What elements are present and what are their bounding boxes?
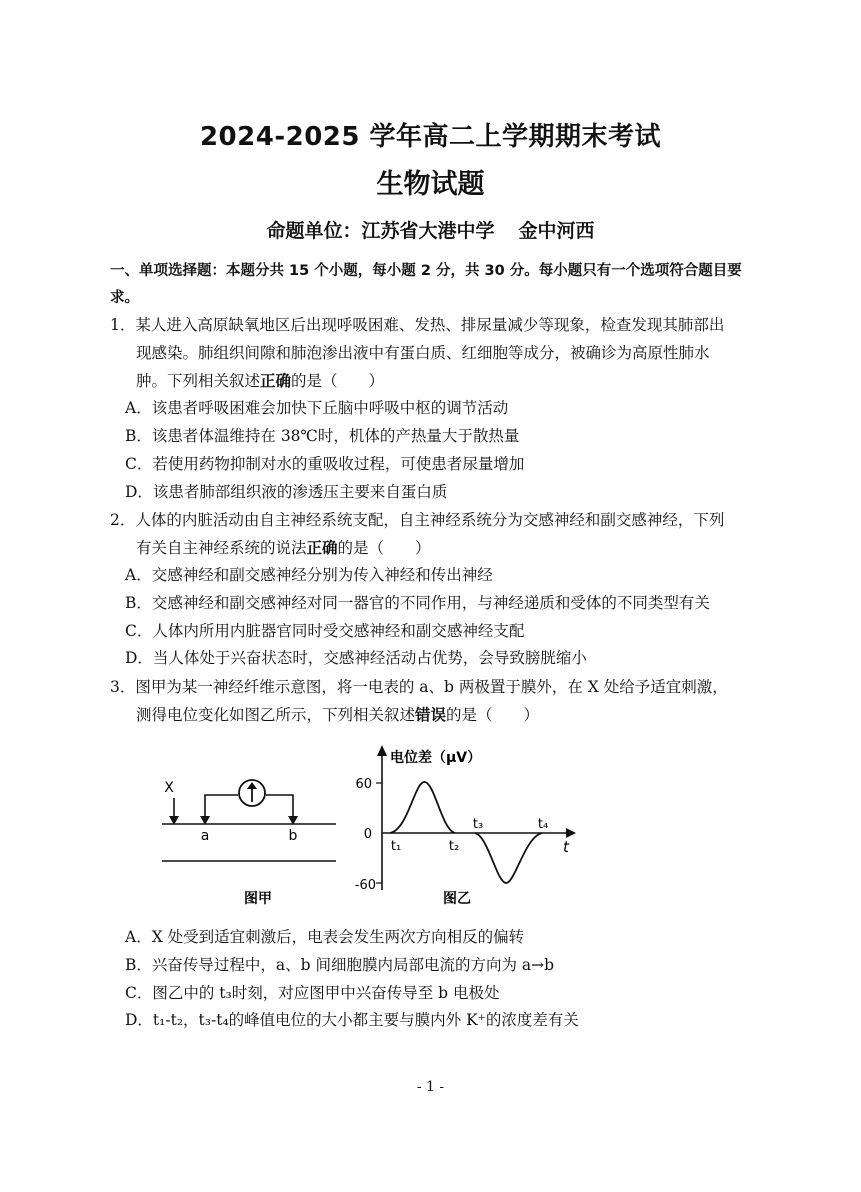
author-units [0,216,861,243]
q1-stem-text: 肿。下列相关叙述 [136,372,261,390]
q1-option-b: B．该患者体温维持在 38℃时，机体的产热量大于散热量 [125,427,520,445]
q3-option-a: A．X 处受到适宜刺激后，电表会发生两次方向相反的偏转 [125,928,525,946]
subject-title: 生物试题 [376,169,485,200]
q2-emphasis: 正确 [306,539,338,557]
yi-y-arrowhead [377,745,387,756]
yi-t-axis-label: t [563,838,569,856]
q3-stem-line1: 3．图甲为某一神经纤维示意图，将一电表的 a、b 两极置于膜外，在 X 处给予适宜刺激， [110,678,728,696]
yi-caption: 图乙 [443,891,471,907]
q1-stem-line3 [136,369,384,391]
q2-option-a: A．交感神经和副交感神经分别为传入神经和传出神经 [125,566,493,584]
unit-2: 金中河西 [518,220,595,242]
yi-x-arrowhead [566,828,576,838]
yi-t2-label: t₂ [448,839,460,854]
q1-option-c: C．若使用药物抑制对水的重吸收过程，可使患者尿量增加 [125,455,525,473]
q1-option-a: A．该患者呼吸困难会加快下丘脑中呼吸中枢的调节活动 [125,399,509,417]
yi-tick-neg60-label: -60 [354,878,376,893]
potential-curve-negative [475,833,542,883]
yi-tick-60-label: 60 [355,777,372,792]
q3-stem-line2 [136,703,539,725]
yi-y-label: 电位差（μV） [390,750,482,766]
q2-option-c: C．人体内所用内脏器官同时受交感神经和副交感神经支配 [125,622,525,640]
q2-stem-text: 有关自主神经系统的说法 [136,539,307,557]
q3-emphasis: 错误 [415,706,447,724]
jia-x-label: X [164,780,174,796]
jia-a-label: a [200,828,210,844]
exam-title: 2024-2025 学年高二上学期期末考试 [199,122,662,152]
q3-figures [150,740,590,910]
q3-option-c: C．图乙中的 t₃时刻，对应图甲中兴奋传导至 b 电极处 [125,984,500,1002]
q3-option-d: D．t₁-t₂，t₃-t₄的峰值电位的大小都主要与膜内外 K⁺的浓度差有关 [125,1011,579,1029]
figure-jia [162,780,336,907]
jia-caption: 图甲 [244,891,272,907]
q1-stem-line1: 1．某人进入高原缺氧地区后出现呼吸困难、发热、排尿量减少等现象，检查发现其肺部出 [110,316,725,334]
q3-stem-text: 测得电位变化如图乙所示，下列相关叙述 [136,706,416,724]
q1-emphasis: 正确 [260,372,292,390]
q2-stem-tail: 的是（ ） [337,539,431,557]
yi-tick-0-label: 0 [363,827,372,842]
q2-option-d: D．当人体处于兴奋状态时，交感神经活动占优势，会导致膀胱缩小 [125,649,587,667]
electrode-wire-a [205,795,238,820]
jia-b-label: b [288,828,298,844]
figure-yi [355,745,576,907]
yi-t1-label: t₁ [390,839,402,854]
q2-stem-line2 [136,536,431,558]
potential-curve-positive [390,782,455,833]
q3-stem-tail: 的是（ ） [446,706,540,724]
unit-1: 命题单位：江苏省大港中学 [266,220,495,242]
q2-stem-line1: 2．人体的内脏活动由自主神经系统支配，自主神经系统分为交感神经和副交感神经，下列 [110,511,725,529]
q2-option-b: B．交感神经和副交感神经对同一器官的不同作用，与神经递质和受体的不同类型有关 [125,594,710,612]
q1-stem-line2: 现感染。肺组织间隙和肺泡渗出液中有蛋白质、红细胞等成分，被确诊为高原性肺水 [136,344,710,362]
yi-t3-label: t₃ [472,817,484,832]
q1-stem-tail: 的是（ ） [291,372,385,390]
section-heading: 一、单项选择题：本题分共 15 个小题，每小题 2 分，共 30 分。每小题只有一个选项符合题目要求。 [110,263,742,306]
q3-option-b: B．兴奋传导过程中，a、b 间细胞膜内局部电流的方向为 a→b [125,956,555,974]
page-number: - 1 - [416,1079,445,1095]
q1-option-d: D．该患者肺部组织液的渗透压主要来自蛋白质 [125,483,448,501]
yi-t4-label: t₄ [537,817,549,832]
